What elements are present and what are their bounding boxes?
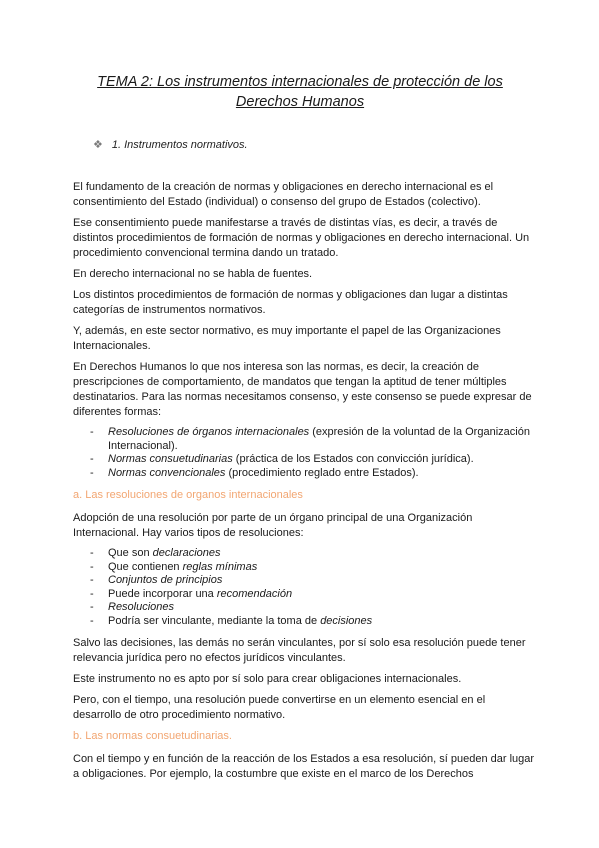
dash-marker: - [90,587,94,600]
list-item-italic: recomendación [216,587,293,600]
document-title [60,72,540,112]
section-heading-label: 1. Instrumentos normativos. [111,138,248,151]
list-item-text: Que contienen [108,560,183,573]
list-item-text: Puede incorporar una [108,587,217,600]
list-item [73,574,535,588]
resolution-types-list [73,547,535,628]
paragraph: En derecho internacional no se habla de fuentes. [73,268,313,280]
subheading-a: a. Las resoluciones de organos internacionales [73,489,303,501]
list-item [73,453,535,467]
list-item-text: (práctica de los Estados con convicción jurídica). [232,453,474,465]
dash-marker: - [90,574,94,586]
list-item-italic: reglas mínimas [182,560,258,573]
list-item-italic: Resoluciones [108,601,175,613]
list-item-italic: Conjuntos de principios [108,574,223,586]
dash-marker: - [90,601,94,613]
list-item [73,467,535,481]
paragraph: Los distintos procedimientos de formación de normas y obligaciones dan lugar a distintas categorías de instrumentos normativos. [73,289,508,316]
diamond-bullet-icon: ❖ [93,139,103,151]
dash-marker: - [90,560,94,573]
list-item-italic: Normas consuetudinarias [108,453,233,465]
list-item [73,547,535,561]
list-item-text: Podría ser vinculante, mediante la toma de [108,614,321,627]
list-item-italic: decisiones [320,614,373,627]
dash-marker: - [90,614,94,627]
list-item-italic: declaraciones [152,547,221,559]
title-line-2: Derechos Humanos [235,94,365,110]
list-item-italic: Resoluciones de órganos internacionales [108,426,310,438]
title-line-1: TEMA 2: Los instrumentos internacionales de protección de los [97,74,503,90]
paragraph: Este instrumento no es apto por sí solo para crear obligaciones internacionales. [73,673,462,685]
document-body [73,180,535,788]
list-item [73,615,535,629]
list-item [73,601,535,615]
dash-marker: - [90,466,94,479]
dash-marker: - [90,547,94,559]
paragraph: Pero, con el tiempo, una resolución puede convertirse en un elemento esencial en el desarrollo de otro procedimiento normativo. [73,694,486,721]
paragraph: El fundamento de la creación de normas y obligaciones en derecho internacional es el consentimiento del Estado (individual) o consenso del grupo de Estados (colectivo). [73,181,494,208]
section-heading-1 [93,138,248,151]
paragraph: Ese consentimiento puede manifestarse a través de distintas vías, es decir, a través de distintos procedimientos de formación de normas y obligaciones en derecho internacional. Un procedimiento convencional termina dando un tratado. [73,217,530,259]
dash-marker: - [90,426,94,438]
paragraph: Y, además, en este sector normativo, es muy importante el papel de las Organizaciones Internacionales. [73,325,501,352]
dash-marker: - [90,453,94,465]
paragraph: En Derechos Humanos lo que nos interesa son las normas, es decir, la creación de prescripciones de comportamiento, de mandatos que tengan la aptitud de tener múltiples destinatarios. Para las normas necesitamos consenso, y este consenso se puede expresar de diferentes formas: [73,361,532,418]
paragraph: Con el tiempo y en función de la reacción de los Estados a esa resolución, sí pueden dar lugar a obligaciones. Por ejemplo, la costumbre que existe en el marco de los Derechos [73,753,535,780]
paragraph: Adopción de una resolución por parte de un órgano principal de una Organización Internacional. Hay varios tipos de resoluciones: [73,512,473,539]
forms-list [73,426,535,480]
subheading-b: b. Las normas consuetudinarias. [73,730,232,742]
list-item-text: Que son [108,547,153,559]
list-item-text: (procedimiento reglado entre Estados). [225,466,419,479]
list-item-text: (expresión de la voluntad de la Organización Internacional). [108,426,530,452]
paragraph: Salvo las decisiones, las demás no serán vinculantes, por sí solo esa resolución puede tener relevancia jurídica pero no efectos jurídicos vinculantes. [73,637,526,664]
list-item [73,426,535,453]
list-item [73,588,535,602]
list-item-italic: Normas convencionales [108,466,226,479]
list-item [73,561,535,575]
